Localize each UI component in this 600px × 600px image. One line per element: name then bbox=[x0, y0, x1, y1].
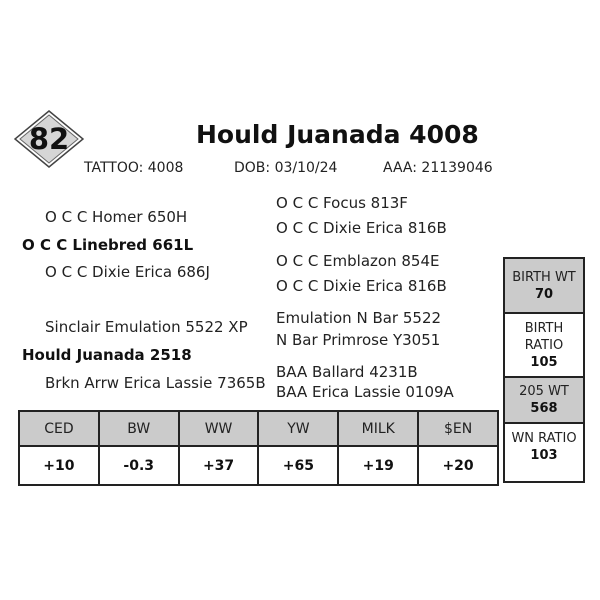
dam-sire-dam: N Bar Primrose Y3051 bbox=[276, 331, 441, 349]
birth-weight-value: 70 bbox=[534, 286, 554, 302]
sire-dam: O C C Dixie Erica 686J bbox=[45, 263, 210, 281]
epd-header-row bbox=[19, 411, 498, 446]
lot-number-badge bbox=[14, 110, 84, 168]
tattoo: TATTOO: 4008 bbox=[84, 160, 184, 176]
dam-dam-sire: BAA Ballard 4231B bbox=[276, 363, 418, 381]
epd-header-milk: MILK bbox=[338, 411, 418, 446]
birth-ratio-cell bbox=[505, 314, 583, 378]
dam-sire-sire: Emulation N Bar 5522 bbox=[276, 309, 442, 327]
sire-sire-dam: O C C Dixie Erica 816B bbox=[276, 219, 447, 237]
sire-dam-sire: O C C Emblazon 854E bbox=[276, 252, 440, 270]
dam-sire: Sinclair Emulation 5522 XP bbox=[45, 318, 248, 336]
sire: O C C Linebred 661L bbox=[22, 236, 194, 254]
epd-value-en: +20 bbox=[418, 446, 498, 485]
animal-name: Hould Juanada 4008 bbox=[196, 120, 479, 149]
birth-ratio-label-1: BIRTH bbox=[524, 320, 564, 336]
birth-ratio-value: 105 bbox=[530, 354, 558, 370]
weaning-weight-value: 568 bbox=[530, 401, 558, 416]
epd-header-ced: CED bbox=[19, 411, 99, 446]
epd-value-milk: +19 bbox=[338, 446, 418, 485]
birth-ratio-label-2: RATIO bbox=[524, 337, 564, 353]
epd-header-bw: BW bbox=[99, 411, 179, 446]
weaning-ratio-value: 103 bbox=[530, 448, 558, 463]
performance-box bbox=[503, 257, 585, 483]
dam: Hould Juanada 2518 bbox=[22, 346, 192, 364]
dam-dam-dam: BAA Erica Lassie 0109A bbox=[276, 383, 454, 401]
dam-dam: Brkn Arrw Erica Lassie 7365B bbox=[45, 374, 266, 392]
birth-weight-label: BIRTH WT bbox=[512, 269, 576, 285]
weaning-weight-label: 205 WT bbox=[519, 384, 569, 399]
sire-sire: O C C Homer 650H bbox=[45, 208, 188, 226]
epd-value-yw: +65 bbox=[258, 446, 338, 485]
epd-header-ww: WW bbox=[179, 411, 259, 446]
weaning-weight-cell bbox=[505, 378, 583, 424]
epd-value-ww: +37 bbox=[179, 446, 259, 485]
aaa-number: AAA: 21139046 bbox=[383, 160, 493, 176]
epd-value-ced: +10 bbox=[19, 446, 99, 485]
sire-dam-dam: O C C Dixie Erica 816B bbox=[276, 277, 447, 295]
epd-header-en: $EN bbox=[418, 411, 498, 446]
lot-number: 82 bbox=[28, 122, 70, 156]
birth-weight-cell bbox=[505, 259, 583, 314]
weaning-ratio-label: WN RATIO bbox=[511, 431, 577, 446]
epd-header-yw: YW bbox=[258, 411, 338, 446]
epd-value-bw: -0.3 bbox=[99, 446, 179, 485]
epd-table bbox=[18, 410, 499, 486]
epd-values-row bbox=[19, 446, 498, 485]
weaning-ratio-cell bbox=[505, 424, 583, 481]
dob: DOB: 03/10/24 bbox=[234, 160, 338, 176]
sire-sire-sire: O C C Focus 813F bbox=[276, 194, 408, 212]
